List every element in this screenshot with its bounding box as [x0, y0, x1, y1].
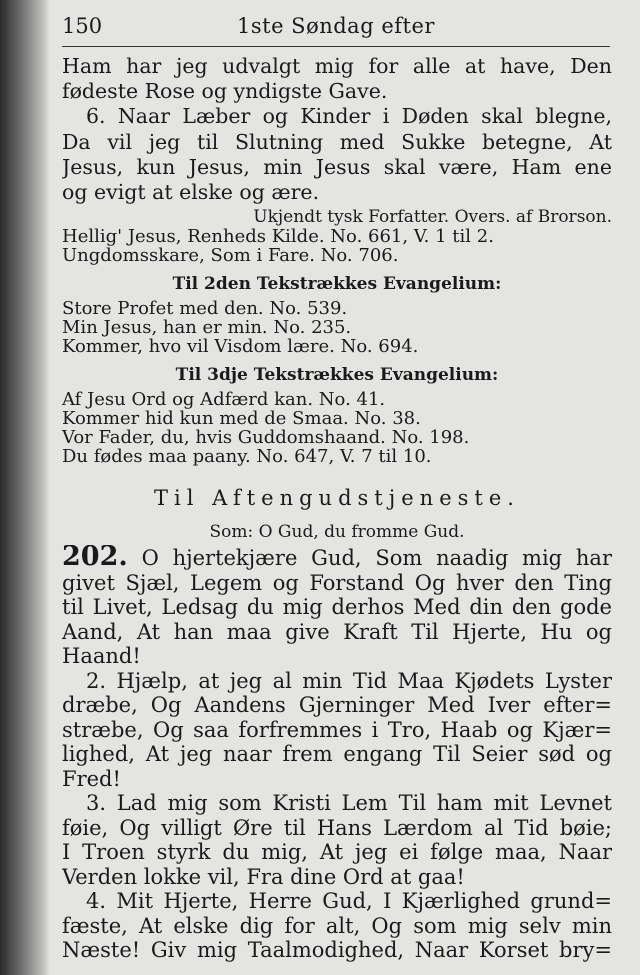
text-line: Da vil jeg til Slutning med Sukke betegne, At — [62, 129, 612, 154]
section-heading-2: Til 2den Tekstrækkes Evangelium: — [172, 274, 502, 295]
text-line: stræbe, Og saa forfremmes i Tro, Haab og Kjær= — [62, 717, 612, 742]
text-line: 6. Naar Læber og Kinder i Døden skal blegne, — [86, 104, 612, 129]
text-line: 2. Hjælp, at jeg al min Tid Maa Kjødets Lyster — [86, 668, 612, 693]
text-line: Næste! Giv mig Taalmodighed, Naar Korset bry= — [62, 938, 612, 963]
book-binding-shadow — [0, 0, 50, 975]
text-line: fødeste Rose og yndigste Gave. — [62, 79, 388, 104]
running-head: 1ste Søndag efter — [237, 14, 435, 38]
hymn-202 — [62, 545, 612, 963]
text-line: I Troen styrk du mig, At jeg ei følge maa, Naar — [62, 840, 612, 865]
section-heading-3: Til 3dje Tekstrækkes Evangelium: — [175, 365, 499, 386]
header-rule — [62, 46, 610, 47]
verse6 — [62, 104, 612, 205]
service-heading: Til Aftengudstjeneste. — [154, 486, 520, 511]
hymn-reference: Store Profet med den. No. 539. — [62, 298, 348, 320]
hymn-reference: Vor Fader, du, hvis Guddomshaand. No. 198. — [62, 427, 470, 449]
text-line: 4. Mit Hjerte, Herre Gud, I Kjærlighed grund= — [86, 889, 612, 914]
text-line: til Livet, Ledsag du mig derhos Med din den gode — [62, 595, 612, 620]
text-line: fæste, At elske dig for alt, Og som mig selv min — [62, 913, 612, 938]
text-line: lighed, At jeg naar frem engang Til Seier sød og — [62, 742, 612, 767]
text-line: dræbe, Og Aandens Gjerninger Med Iver efter= — [62, 693, 612, 718]
text-line: Ham har jeg udvalgt mig for alle at have, Den — [62, 54, 612, 78]
text-line — [62, 545, 612, 571]
hymn-number: 202. — [62, 545, 128, 571]
hymn-reference: Du fødes maa paany. No. 647, V. 7 til 10. — [62, 446, 432, 468]
hymn-reference: Kommer hid kun med de Smaa. No. 38. — [62, 408, 421, 430]
page-number: 150 — [62, 14, 103, 38]
attribution: Ukjendt tysk Forfatter. Overs. af Brorson. — [253, 207, 612, 228]
hymn-reference: Hellig' Jesus, Renheds Kilde. No. 661, V. 1 til 2. — [62, 226, 494, 248]
verse5-end — [62, 54, 612, 104]
text-line: føie, Og villigt Øre til Hans Lærdom al Tid bøie; — [62, 815, 612, 840]
text-line: Haand! — [62, 644, 141, 669]
text-line: Fred! — [62, 766, 121, 791]
page-header — [62, 14, 610, 44]
hymn-reference: Min Jesus, han er min. No. 235. — [62, 317, 352, 339]
hymn-reference: Kommer, hvo vil Visdom lære. No. 694. — [62, 336, 419, 358]
text-line: 3. Lad mig som Kristi Lem Til ham mit Levnet — [86, 791, 612, 816]
text-line: og evigt at elske og ære. — [62, 180, 320, 205]
hymn-first-line: O hjertekjære Gud, Som naadig mig har — [141, 546, 612, 571]
text-line: Verden lokke vil, Fra dine Ord at gaa! — [62, 864, 465, 889]
hymn-reference: Af Jesu Ord og Adfærd kan. No. 41. — [62, 389, 386, 411]
page-body — [62, 54, 612, 963]
text-line: Jesus, kun Jesus, min Jesus skal være, Ham ene — [62, 154, 612, 179]
melody-note: Som: O Gud, du fromme Gud. — [209, 522, 465, 543]
hymn-reference: Ungdomsskare, Som i Fare. No. 706. — [62, 245, 399, 267]
text-line: Aand, At han maa give Kraft Til Hjerte, Hu og — [62, 619, 612, 644]
text-line: givet Sjæl, Legem og Forstand Og hver den Ting — [62, 570, 612, 595]
